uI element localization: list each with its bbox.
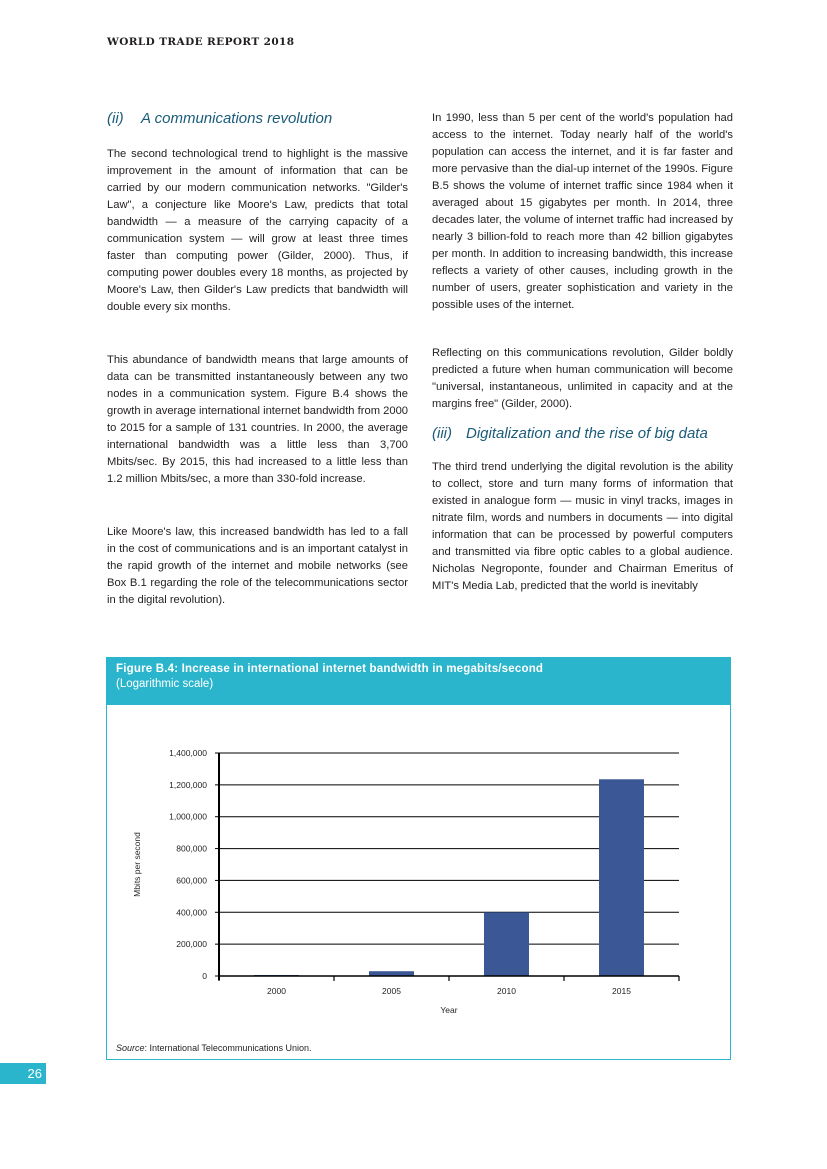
- running-title: WORLD TRADE REPORT 2018: [107, 36, 295, 48]
- y-tick-label: 400,000: [176, 907, 207, 918]
- section-number: (ii): [107, 110, 124, 127]
- section-title: Digitalization and the rise of big data: [466, 425, 708, 442]
- paragraph: This abundance of bandwidth means that large amounts of data can be transmitted instantaneously between any two nodes in a communication system. Figure B.4 shows the growth in average international internet bandwidth from 2000 to 2015 for a sample of 131 countries. In 2000, the average international bandwidth was a little less than 3,700 Mbits/sec. By 2015, this had increased to a little less than 1.2 million Mbits/sec, a more than 330-fold increase.: [107, 354, 409, 485]
- paragraph: Reflecting on this communications revolution, Gilder boldly predicted a future when human communication will become "universal, instantaneous, unlimited in capacity and at the margins free" (Gilder, 2000).: [432, 347, 733, 410]
- source-text: : International Telecommunications Union.: [144, 1043, 312, 1053]
- page-number: 26: [0, 1063, 46, 1084]
- bar-chart: [107, 658, 732, 1061]
- figure-b4: [106, 657, 731, 1060]
- bar-2015: [599, 779, 644, 976]
- figure-source: [116, 1043, 311, 1053]
- paragraph: Like Moore's law, this increased bandwidth has led to a fall in the cost of communications and is an important catalyst in the rapid growth of the internet and mobile networks (see Box B.1 regarding the role of the telecommunications sector in the digital revolution).: [107, 526, 408, 606]
- y-axis-title: Mbits per second: [132, 832, 142, 897]
- figure-subtitle: (Logarithmic scale): [116, 678, 214, 690]
- section-title: A communications revolution: [141, 110, 333, 127]
- x-tick-label: 2005: [382, 986, 401, 996]
- y-tick-label: 800,000: [176, 843, 207, 854]
- paragraph: The second technological trend to highlight is the massive improvement in the amount of information that can be carried by our modern communication networks. "Gilder's Law", a conjecture like Moore's Law, predicts that total bandwidth — a measure of the carrying capacity of a communication system — will grow at least three times faster than computing power (Gilder, 2000). Thus, if computing power doubles every 18 months, as projected by Moore's Law, then Gilder's Law predicts that bandwidth will double every six months.: [107, 148, 408, 313]
- section-heading-communications: [107, 110, 332, 127]
- bars: [254, 779, 644, 976]
- y-tick-label: 200,000: [176, 939, 207, 950]
- figure-title: Figure B.4: Increase in international internet bandwidth in megabits/second: [116, 663, 544, 675]
- section-heading-big-data: [432, 425, 708, 442]
- x-tick-label: 2000: [267, 986, 286, 996]
- y-tick-label: 0: [202, 971, 207, 981]
- x-axis-title: Year: [440, 1005, 458, 1015]
- paragraph: In 1990, less than 5 per cent of the world's population had access to the internet. Today nearly half of the world's population can access the internet, and it is far faster and more pervasive than the dial-up internet of the 1990s. Figure B.5 shows the volume of internet traffic since 1984 when it averaged about 15 gigabytes per month. In 2014, three decades later, the volume of internet traffic had increased by nearly 3 billion-fold to reach more than 42 billion gigabytes per month. In addition to increasing bandwidth, this increase reflects a variety of other causes, including growth in the number of users, greater sophistication and variety in the possible uses of the internet.: [432, 112, 733, 311]
- y-tick-label: 1,200,000: [169, 779, 207, 790]
- y-tick-label: 600,000: [176, 875, 207, 886]
- bar-2010: [484, 912, 529, 976]
- y-tick-label: 1,400,000: [169, 748, 207, 758]
- section-number: (iii): [432, 425, 452, 442]
- source-label: Source: [116, 1043, 145, 1053]
- y-tick-label: 1,000,000: [169, 811, 207, 822]
- x-tick-label: 2010: [497, 986, 516, 996]
- paragraph: The third trend underlying the digital revolution is the ability to collect, store and turn many forms of information that existed in analogue form — music in vinyl tracks, images in nitrate film, words and numbers in documents — into digital information that can be processed by powerful computers and transmitted via fibre optic cables to a global audience. Nicholas Negroponte, founder and Chairman Emeritus of MIT's Media Lab, predicted that the world is inevitably: [432, 461, 733, 592]
- x-tick-label: 2015: [612, 986, 631, 996]
